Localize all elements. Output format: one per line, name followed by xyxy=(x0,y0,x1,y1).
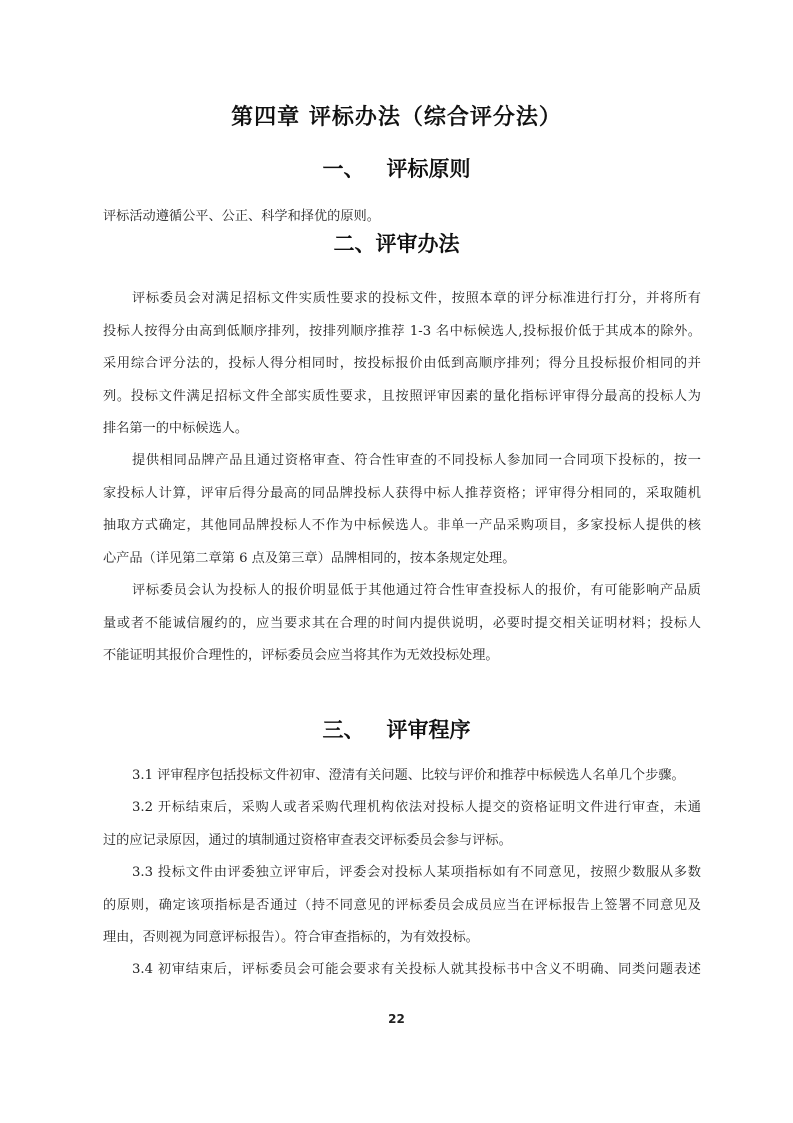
text-line: 3.4 初审结束后，评标委员会可能会要求有关投标人就其投标书中含义不明确、同类问题表述 xyxy=(132,962,701,977)
section-heading-3 xyxy=(0,714,793,744)
paragraph xyxy=(103,954,701,987)
section-number: 三、 xyxy=(322,718,365,742)
text-line: 排名第一的中标候选人。 xyxy=(103,421,249,436)
section-heading-1 xyxy=(0,153,793,183)
chapter-title: 第四章 评标办法（综合评分法） xyxy=(231,105,562,130)
text-line: 理由，否则视为同意评标报告）。符合审查指标的，为有效投标。 xyxy=(103,930,479,945)
section-title: 评审程序 xyxy=(386,718,471,742)
text-line: 列。投标文件满足招标文件全部实质性要求，且按照评审因素的量化指标评审得分最高的投标人为 xyxy=(103,388,701,404)
paragraph xyxy=(103,760,701,793)
text-line: 3.2 开标结束后，采购人或者采购代理机构依法对投标人提交的资格证明文件进行审查，未通 xyxy=(132,800,701,815)
paragraph xyxy=(103,445,701,575)
paragraph xyxy=(103,857,701,955)
paragraph xyxy=(103,792,701,857)
paragraph xyxy=(103,575,701,673)
text-line: 心产品（详见第二章第 6 点及第三章）品牌相同的，按本条规定处理。 xyxy=(103,550,516,566)
text-line: 投标人按得分由高到低顺序排列，按排列顺序推荐 1-3 名中标候选人,投标报价低于其成本的除外。 xyxy=(103,323,701,339)
text-line: 采用综合评分法的，投标人得分相同时，按投标报价由低到高顺序排列；得分且投标报价相同的并 xyxy=(103,356,701,371)
text-line: 提供相同品牌产品且通过资格审查、符合性审查的不同投标人参加同一合同项下投标的，按一 xyxy=(132,453,701,468)
text-line: 3.1 评审程序包括投标文件初审、澄清有关问题、比较与评价和推荐中标候选人名单几个步骤。 xyxy=(132,768,685,783)
section-title: 评审办法 xyxy=(375,232,460,256)
text-line: 3.3 投标文件由评委独立评审后，评委会对投标人某项指标如有不同意见，按照少数服从多数 xyxy=(132,865,701,880)
text-line: 过的应记录原因，通过的填制通过资格审查表交评标委员会参与评标。 xyxy=(103,832,512,848)
text-line: 评标委员会认为投标人的报价明显低于其他通过符合性审查投标人的报价，有可能影响产品质 xyxy=(132,583,701,598)
text-line: 抽取方式确定，其他同品牌投标人不作为中标候选人。非单一产品采购项目，多家投标人提供的核 xyxy=(103,518,701,533)
text-line: 量或者不能诚信履约的，应当要求其在合理的时间内提供说明，必要时提交相关证明材料；投标人 xyxy=(103,615,701,631)
paragraph xyxy=(103,283,701,446)
text-line: 评标活动遵循公平、公正、科学和择优的原则。 xyxy=(103,209,380,224)
section-number: 二、 xyxy=(333,232,376,256)
section-heading-2 xyxy=(0,228,793,258)
text-line: 不能证明其报价合理性的，评标委员会应当将其作为无效投标处理。 xyxy=(103,648,499,663)
page-number: 22 xyxy=(388,1012,405,1026)
text-line: 评标委员会对满足招标文件实质性要求的投标文件，按照本章的评分标准进行打分，并将所有 xyxy=(132,291,701,306)
text-line: 的原则，确定该项指标是否通过（持不同意见的评标委员会成员应当在评标报告上签署不同意见及 xyxy=(103,897,701,913)
text-line: 家投标人计算，评审后得分最高的同品牌投标人获得中标人推荐资格；评审得分相同的，采取随机 xyxy=(103,485,701,501)
section-title: 评标原则 xyxy=(386,157,471,181)
section-number: 一、 xyxy=(322,157,365,181)
